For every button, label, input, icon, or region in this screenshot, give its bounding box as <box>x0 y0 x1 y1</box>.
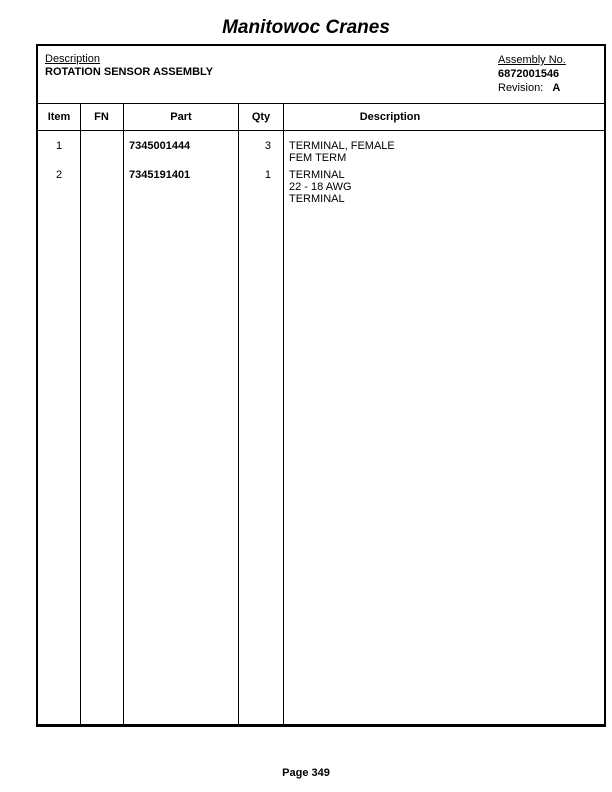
quantity: 1 <box>264 169 271 181</box>
item-number: 1 <box>55 140 63 152</box>
column-header-description: Description <box>359 111 421 123</box>
column-header-part: Part <box>170 111 192 123</box>
revision-label: Revision: <box>498 82 544 94</box>
assembly-number-label: Assembly No. <box>498 54 566 66</box>
quantity: 3 <box>264 140 271 152</box>
column-divider <box>283 103 284 724</box>
column-divider <box>123 103 124 724</box>
description-label: Description <box>45 53 101 65</box>
page-title: Manitowoc Cranes <box>222 17 390 38</box>
column-divider <box>80 103 81 724</box>
item-number: 2 <box>55 169 63 181</box>
assembly-header <box>38 46 604 104</box>
description-line: TERMINAL, FEMALE <box>289 140 395 152</box>
description-line: TERMINAL <box>289 169 345 181</box>
column-header-fn: FN <box>94 111 109 123</box>
part-number: 7345001444 <box>129 140 191 152</box>
part-description <box>289 169 352 205</box>
description-line: 22 - 18 AWG <box>289 181 352 193</box>
column-header-item: Item <box>47 111 71 123</box>
assembly-description: ROTATION SENSOR ASSEMBLY <box>45 66 214 78</box>
description-line: FEM TERM <box>289 152 347 164</box>
column-divider <box>238 103 239 724</box>
page-number: Page 349 <box>282 767 330 779</box>
assembly-number: 6872001546 <box>498 68 560 80</box>
revision-value: A <box>552 82 561 94</box>
part-number: 7345191401 <box>129 169 191 181</box>
description-line: TERMINAL <box>289 193 345 205</box>
revision-line <box>498 81 566 95</box>
part-description <box>289 140 395 164</box>
parts-list-frame <box>36 44 606 727</box>
column-header-qty: Qty <box>251 111 271 123</box>
